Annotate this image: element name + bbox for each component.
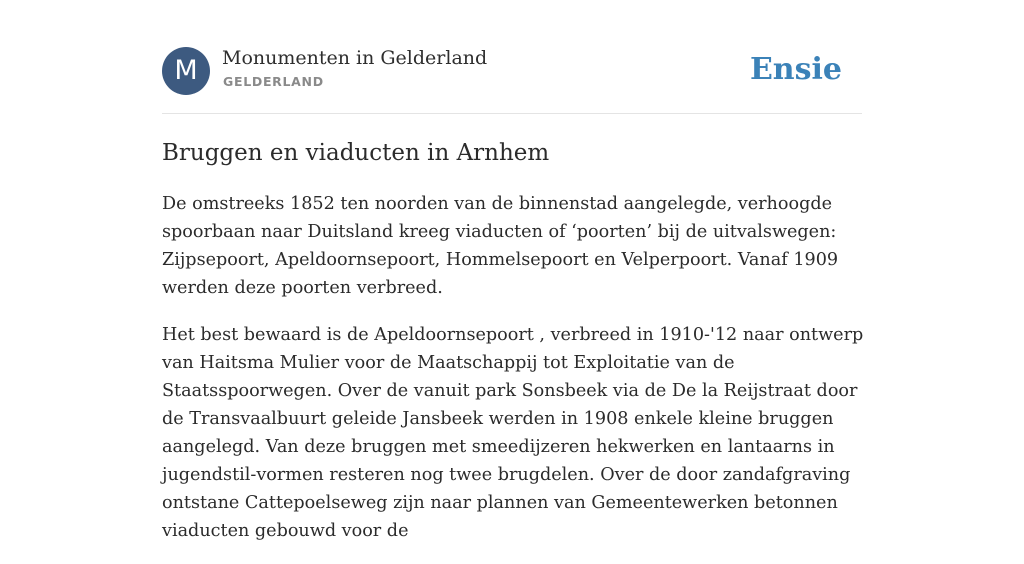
collection-header: [162, 46, 862, 96]
header-divider: [162, 113, 862, 114]
collection-title-link[interactable]: Monumenten in Gelderland: [222, 47, 488, 69]
collection-avatar[interactable]: M: [162, 47, 210, 95]
ensie-logo-link[interactable]: Ensie: [749, 52, 842, 87]
collection-subtitle: GELDERLAND: [223, 74, 324, 89]
article-paragraph: Het best bewaard is de Apeldoornsepoort , verbreed in 1910-'12 naar ontwerp van Haitsma Mulier voor de Maatschappij tot Exploitatie van de Staatsspoorwegen. Over de vanuit park Sonsbeek via de De la Reijstraat door de Transvaalbuurt geleide Jansbeek werden in 1908 enkele kleine bruggen aangelegd. Van deze bruggen met smeedijzeren hekwerken en lantaarns in jugendstil-vormen resteren nog twee brugdelen. Over de door zandafgraving ontstane Cattepoelseweg zijn naar plannen van Gemeentewerken betonnen viaducten gebouwd voor de: [162, 325, 864, 541]
article-title: Bruggen en viaducten in Arnhem: [162, 140, 550, 166]
article-body: [162, 190, 872, 564]
article-paragraph: De omstreeks 1852 ten noorden van de binnenstad aangelegde, verhoogde spoorbaan naar Duitsland kreeg viaducten of ‘poorten’ bij de uitvalswegen: Zijpsepoort, Apeldoornsepoort, Hommelsepoort en Velperpoort. Vanaf 1909 werden deze poorten verbreed.: [162, 194, 839, 298]
